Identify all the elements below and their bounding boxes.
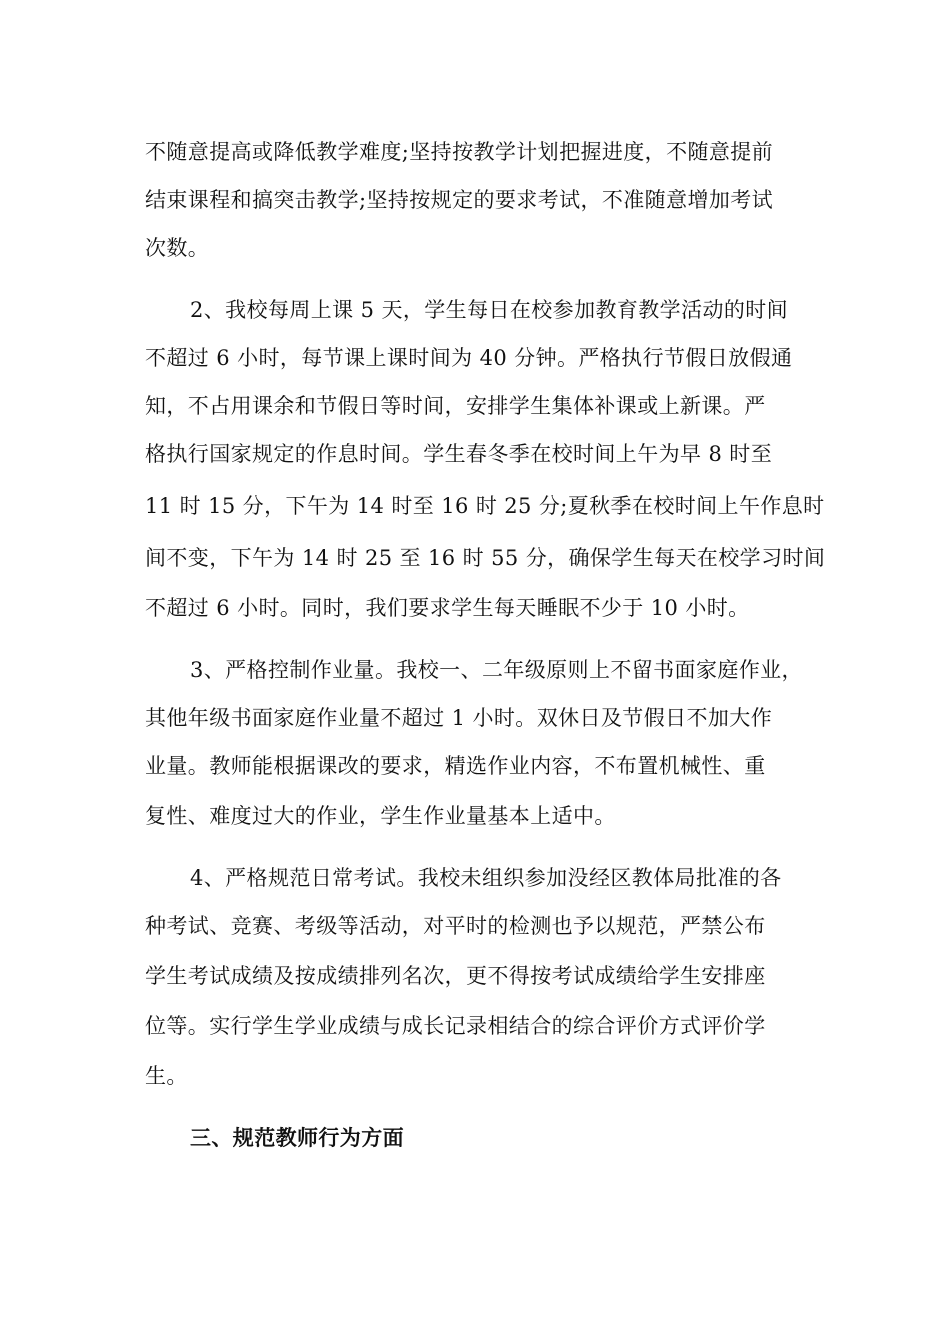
paragraph-2-line-4: 格执行国家规定的作息时间。学生春冬季在校时间上午为早 8 时至 — [145, 442, 773, 466]
paragraph-4-line-3: 学生考试成绩及按成绩排列名次，更不得按考试成绩给学生安排座 — [145, 964, 766, 988]
paragraph-4-line-2: 种考试、竞赛、考级等活动，对平时的检测也予以规范，严禁公布 — [145, 914, 766, 938]
paragraph-3-line-4: 复性、难度过大的作业，学生作业量基本上适中。 — [145, 804, 616, 828]
paragraph-1-line-3: 次数。 — [145, 236, 210, 260]
paragraph-2-line-5: 11 时 15 分，下午为 14 时至 16 时 25 分;夏秋季在校时间上午作息时 — [145, 494, 825, 518]
paragraph-2-line-7: 不超过 6 小时。同时，我们要求学生每天睡眠不少于 10 小时。 — [145, 596, 750, 620]
paragraph-3-line-1: 3、严格控制作业量。我校一、二年级原则上不留书面家庭作业， — [190, 658, 803, 682]
paragraph-2-line-3: 知，不占用课余和节假日等时间，安排学生集体补课或上新课。严 — [145, 394, 766, 418]
paragraph-4-line-1: 4、严格规范日常考试。我校未组织参加没经区教体局批准的各 — [190, 866, 782, 890]
paragraph-3-line-2: 其他年级书面家庭作业量不超过 1 小时。双休日及节假日不加大作 — [145, 706, 773, 730]
paragraph-2-line-6: 间不变，下午为 14 时 25 至 16 时 55 分，确保学生每天在校学习时间 — [145, 546, 826, 570]
paragraph-3-line-3: 业量。教师能根据课改的要求，精选作业内容，不布置机械性、重 — [145, 754, 766, 778]
paragraph-2-line-2: 不超过 6 小时，每节课上课时间为 40 分钟。严格执行节假日放假通 — [145, 346, 793, 370]
paragraph-1-line-2: 结束课程和搞突击教学;坚持按规定的要求考试，不准随意增加考试 — [145, 188, 774, 212]
section-heading: 三、规范教师行为方面 — [190, 1125, 404, 1150]
paragraph-4-line-5: 生。 — [145, 1064, 188, 1088]
paragraph-4-line-4: 位等。实行学生学业成绩与成长记录相结合的综合评价方式评价学 — [145, 1014, 766, 1038]
paragraph-1-line-1: 不随意提高或降低教学难度;坚持按教学计划把握进度，不随意提前 — [145, 140, 774, 164]
paragraph-2-line-1: 2、我校每周上课 5 天，学生每日在校参加教育教学活动的时间 — [190, 298, 789, 322]
